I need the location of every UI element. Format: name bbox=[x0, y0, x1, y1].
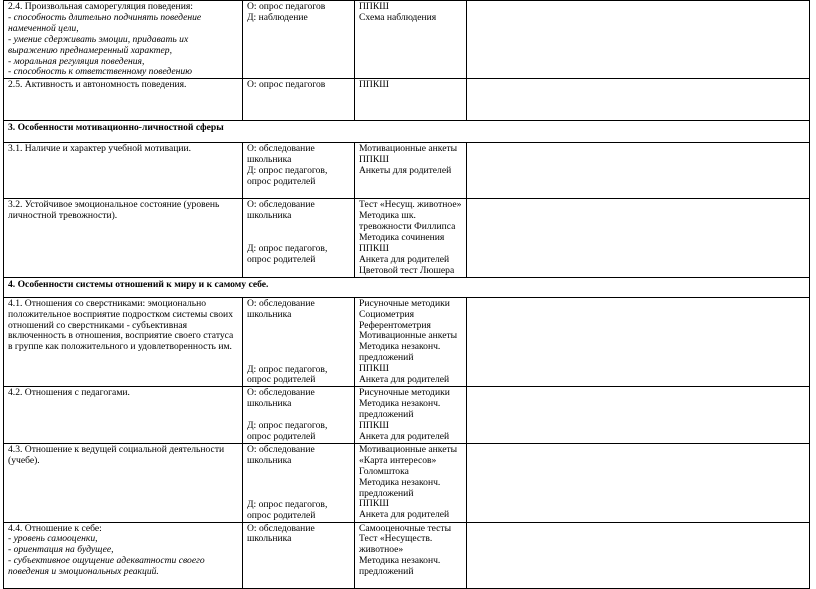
method-line: О: обследование школьника bbox=[247, 297, 315, 320]
tools-cell bbox=[355, 1, 467, 79]
tool-line: Методика незаконч. предложений bbox=[359, 476, 441, 499]
method-line: Д: наблюдение bbox=[247, 11, 308, 23]
criterion-title: 4.3. Отношение к ведущей социальной деятельности (учебе). bbox=[8, 443, 225, 466]
method-cell bbox=[243, 443, 355, 522]
method-cell bbox=[243, 387, 355, 444]
tool-line: Социометрия bbox=[359, 308, 415, 320]
criterion-title: 4.1. Отношения со сверстниками: эмоционально положительное восприятие подростком системы своих отношений со сверстниками - субъективная включенность в отношения, восприятие своего статуса в группе как положительного и удовлетворенность им. bbox=[8, 297, 234, 353]
criterion-item: - ориентация на будущее, bbox=[8, 544, 114, 556]
method-cell bbox=[243, 199, 355, 277]
criterion-item: - моральная регуляция поведения, bbox=[8, 55, 145, 67]
tools-cell bbox=[355, 522, 467, 588]
method-line: О: обследование школьника bbox=[247, 143, 315, 166]
empty-cell bbox=[467, 199, 810, 277]
empty-cell bbox=[467, 143, 810, 199]
empty-cell bbox=[467, 387, 810, 444]
method-line: О: обследование школьника bbox=[247, 199, 315, 222]
tool-line: Тест «Несуществ. животное» bbox=[359, 533, 433, 556]
tool-line: ППКШ bbox=[359, 363, 389, 375]
table-row bbox=[4, 443, 810, 522]
method-cell bbox=[243, 1, 355, 79]
tool-line: Мотивационные анкеты bbox=[359, 443, 458, 455]
table-row bbox=[4, 1, 810, 79]
table-row bbox=[4, 522, 810, 588]
method-cell bbox=[243, 79, 355, 121]
criterion-item: - субъективное ощущение адекватности своего поведения и эмоциональных реакций. bbox=[8, 555, 205, 578]
criterion-cell bbox=[4, 297, 243, 387]
criterion-cell bbox=[4, 1, 243, 79]
criterion-cell bbox=[4, 143, 243, 199]
criterion-cell bbox=[4, 443, 243, 522]
tools-cell bbox=[355, 297, 467, 387]
method-cell bbox=[243, 143, 355, 199]
criterion-cell bbox=[4, 79, 243, 121]
criterion-item: - умение сдерживать эмоции, придавать их выражению преднамеренный характер, bbox=[8, 33, 189, 56]
table-row bbox=[4, 387, 810, 444]
criterion-item: - способность длительно подчинять поведение намеченной цели, bbox=[8, 11, 202, 34]
method-line: О: обследование школьника bbox=[247, 443, 315, 466]
criterion-title: 3.2. Устойчивое эмоциональное состояние (уровень личностной тревожности). bbox=[8, 199, 220, 222]
empty-cell bbox=[467, 297, 810, 387]
method-cell bbox=[243, 522, 355, 588]
tool-line: ППКШ bbox=[359, 79, 389, 91]
criterion-item: - уровень самооценки, bbox=[8, 533, 98, 545]
method-line: Д: опрос педагогов, опрос родителей bbox=[247, 420, 328, 443]
criterion-title: 4.4. Отношение к себе: bbox=[8, 522, 102, 534]
tool-line: ППКШ bbox=[359, 420, 389, 432]
tool-line: «Карта интересов» Голомштока bbox=[359, 454, 437, 477]
table-row bbox=[4, 79, 810, 121]
tool-line: Анкета для родителей bbox=[359, 509, 450, 521]
tool-line: Рисуночные методики bbox=[359, 387, 450, 399]
tool-line: ППКШ bbox=[359, 1, 389, 12]
section-row bbox=[4, 121, 810, 143]
tool-line: Анкета для родителей bbox=[359, 253, 450, 265]
tool-line: ППКШ bbox=[359, 154, 389, 166]
spacer bbox=[247, 467, 350, 500]
criterion-title: 2.5. Активность и автономность поведения. bbox=[8, 79, 187, 91]
section-heading: 4. Особенности системы отношений к миру и к самому себе. bbox=[4, 277, 810, 297]
tool-line: Методика незаконч. предложений bbox=[359, 555, 441, 578]
spacer bbox=[247, 222, 350, 244]
criterion-item: - способность к ответственному поведению bbox=[8, 66, 192, 78]
section-heading: 3. Особенности мотивационно-личностной сферы bbox=[4, 121, 810, 143]
tool-line: Мотивационные анкеты bbox=[359, 143, 458, 155]
tool-line: Тест «Несущ. животное» bbox=[359, 199, 462, 211]
tool-line: Рисуночные методики bbox=[359, 297, 450, 309]
tool-line: Методика незаконч. предложений bbox=[359, 341, 441, 364]
tools-cell bbox=[355, 79, 467, 121]
method-line: Д: опрос педагогов, опрос родителей bbox=[247, 243, 328, 266]
criterion-title: 3.1. Наличие и характер учебной мотивации. bbox=[8, 143, 192, 155]
method-cell bbox=[243, 297, 355, 387]
criterion-cell bbox=[4, 387, 243, 444]
diagnostics-table bbox=[3, 0, 810, 589]
criterion-title: 4.2. Отношения с педагогами. bbox=[8, 387, 130, 399]
table-row bbox=[4, 297, 810, 387]
tools-cell bbox=[355, 387, 467, 444]
method-line: О: опрос педагогов bbox=[247, 1, 326, 12]
criterion-cell bbox=[4, 522, 243, 588]
tools-cell bbox=[355, 199, 467, 277]
table-row bbox=[4, 199, 810, 277]
tool-line: Анкеты для родителей bbox=[359, 165, 452, 177]
method-line: Д: опрос педагогов, опрос родителей bbox=[247, 498, 328, 521]
tool-line: Самооценочные тесты bbox=[359, 522, 452, 534]
empty-cell bbox=[467, 79, 810, 121]
section-row bbox=[4, 277, 810, 297]
empty-cell bbox=[467, 522, 810, 588]
tool-line: Методика шк. тревожности Филлипса bbox=[359, 210, 456, 233]
method-line: О: обследование школьника bbox=[247, 522, 315, 545]
method-line: О: обследование школьника bbox=[247, 387, 315, 410]
tool-line: Цветовой тест Люшера bbox=[359, 264, 455, 276]
method-line: Д: опрос педагогов, опрос родителей bbox=[247, 165, 328, 188]
criterion-title: 2.4. Произвольная саморегуляция поведения: bbox=[8, 1, 193, 12]
tool-line: Мотивационные анкеты bbox=[359, 330, 458, 342]
tool-line: ППКШ bbox=[359, 242, 389, 254]
criterion-cell bbox=[4, 199, 243, 277]
method-line: Д: опрос педагогов, опрос родителей bbox=[247, 363, 328, 386]
tool-line: Анкета для родителей bbox=[359, 374, 450, 386]
tool-line: Схема наблюдения bbox=[359, 11, 437, 23]
empty-cell bbox=[467, 443, 810, 522]
tool-line: Методика незаконч. предложений bbox=[359, 398, 441, 421]
tool-line: Анкета для родителей bbox=[359, 430, 450, 442]
method-line: О: опрос педагогов bbox=[247, 79, 326, 91]
table-body bbox=[4, 1, 810, 589]
spacer bbox=[247, 321, 350, 365]
table-row bbox=[4, 143, 810, 199]
empty-cell bbox=[467, 1, 810, 79]
tools-cell bbox=[355, 443, 467, 522]
tools-cell bbox=[355, 143, 467, 199]
tool-line: ППКШ bbox=[359, 498, 389, 510]
tool-line: Референтометрия bbox=[359, 319, 431, 331]
tool-line: Методика сочинения bbox=[359, 232, 445, 244]
